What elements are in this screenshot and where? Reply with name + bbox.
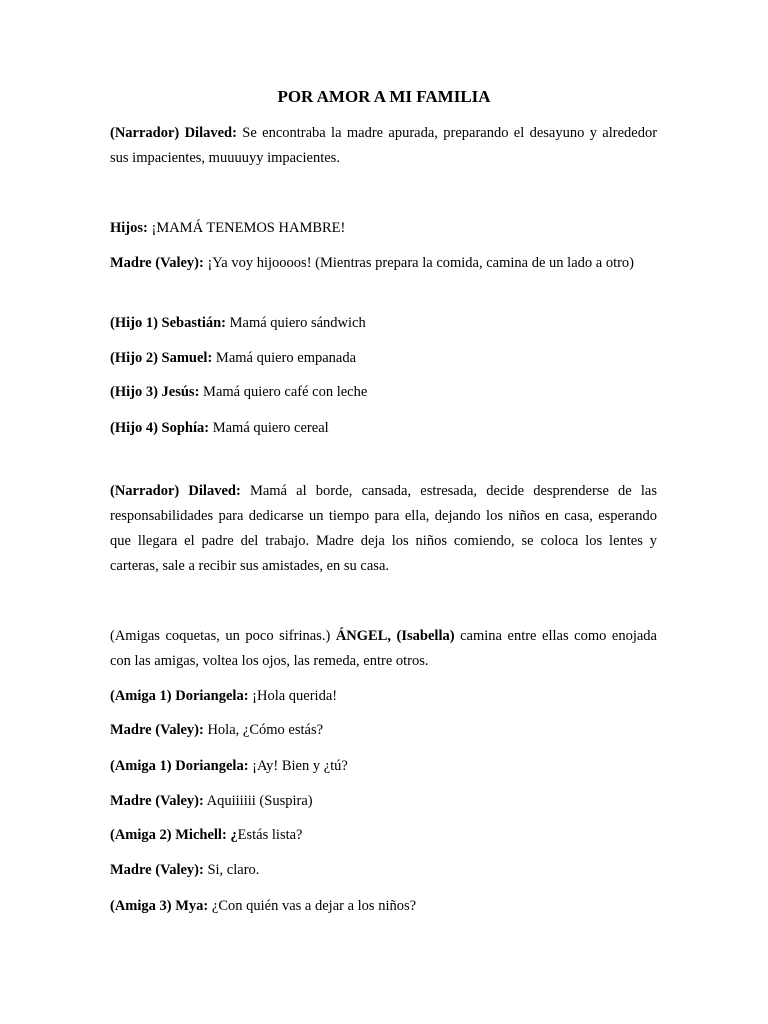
paragraph-hijo-3 [110,380,657,405]
speaker-label: ÁNGEL, (Isabella) [335,628,455,644]
dialogue-text: camina entre ellas como enojada con las amigas, voltea los ojos, las remeda, entre otros. [110,628,657,669]
dialogue-text: Estás lista? [237,827,303,843]
paragraph-hijo-2 [110,346,657,371]
speaker-label: (Amiga 2) Michell: ¿ [110,827,238,843]
dialogue-text: ¡Ay! Bien y ¿tú? [252,758,348,774]
paragraph-narrador-1 [110,121,657,171]
paragraph-amiga-1-b [110,754,657,779]
dialogue-text: Hola, ¿Cómo estás? [207,722,324,738]
speaker-label: (Hijo 1) Sebastián: [110,315,226,331]
paragraph-hijos [110,216,657,241]
paragraph-amiga-2 [110,823,657,848]
paragraph-amiga-3 [110,894,657,919]
dialogue-text: ¡MAMÁ TENEMOS HAMBRE! [151,220,346,236]
dialogue-text: ¿Con quién vas a dejar a los niños? [211,898,417,914]
paragraph-hijo-1 [110,311,657,336]
paragraph-madre-1 [110,251,657,276]
dialogue-text: Se encontraba la madre apurada, preparando el desayuno y alrededor sus impacientes, muuuuyy impacientes. [110,125,658,166]
dialogue-text: ¡Hola querida! [252,688,338,704]
speaker-label: (Hijo 4) Sophía: [110,420,210,436]
speaker-label: Madre (Valey): [110,793,204,809]
dialogue-text: Mamá quiero sándwich [229,315,366,331]
dialogue-text: Mamá al borde, cansada, estresada, decide desprenderse de las responsabilidades para dedicarse un tiempo para ella, dejando los niños en casa, esperando que llegara el padre del trabajo. Madre deja los niños comiendo, se coloca los lentes y carteras, sale a recibir sus amistades, en su casa. [110,483,658,574]
paragraph-madre-4 [110,858,657,883]
paragraph-amiga-1-a [110,684,657,709]
speaker-label: Madre (Valey): [110,862,204,878]
speaker-label: Hijos: [110,220,148,236]
dialogue-text: Mamá quiero empanada [215,350,357,366]
speaker-label: (Narrador) Dilaved: [110,125,237,141]
paragraph-hijo-4 [110,416,657,441]
paragraph-madre-2 [110,718,657,743]
dialogue-text: Si, claro. [207,862,260,878]
stage-direction: (Amigas coquetas, un poco sifrinas.) [110,628,331,644]
speaker-label: (Hijo 3) Jesús: [110,384,200,400]
dialogue-text: Aquiiiiii (Suspira) [206,793,313,809]
dialogue-text: Mamá quiero café con leche [203,384,368,400]
speaker-label: Madre (Valey): [110,255,204,271]
speaker-label: (Amiga 1) Doriangela: [110,758,249,774]
dialogue-text: ¡Ya voy hijoooos! (Mientras prepara la comida, camina de un lado a otro) [207,255,635,271]
speaker-label: Madre (Valey): [110,722,204,738]
dialogue-text: Mamá quiero cereal [212,420,329,436]
paragraph-narrador-2 [110,479,657,579]
speaker-label: (Narrador) Dilaved: [110,483,241,499]
paragraph-amigas-intro [110,624,657,674]
speaker-label: (Amiga 3) Mya: [110,898,209,914]
speaker-label: (Amiga 1) Doriangela: [110,688,249,704]
paragraph-madre-3 [110,789,657,814]
document-title: POR AMOR A MI FAMILIA [277,87,491,106]
speaker-label: (Hijo 2) Samuel: [110,350,213,366]
